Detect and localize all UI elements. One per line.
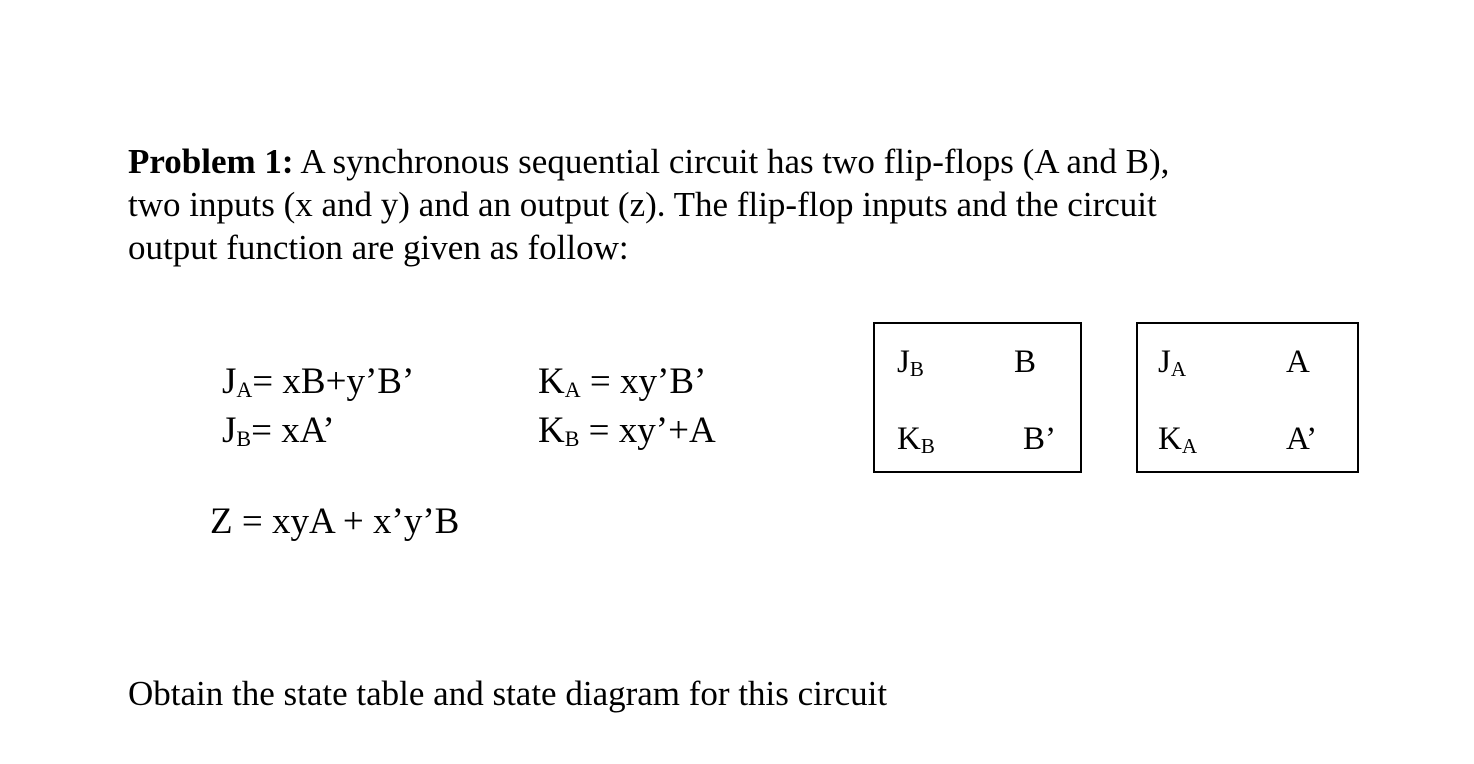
problem-line-1-text: A synchronous sequential circuit has two flip-flops (A and B),	[293, 142, 1170, 181]
equation-jb	[222, 411, 335, 451]
flipflop-b-q-not-output: B’	[1023, 421, 1056, 457]
flipflop-a-symbol	[1136, 322, 1359, 473]
equation-kb-expr: = xy’+A	[579, 410, 716, 451]
equation-ja-expr: = xB+y’B’	[252, 361, 415, 402]
equation-kb-sub: B	[564, 426, 580, 451]
problem-line-3: output function are given as follow:	[128, 228, 629, 267]
flipflop-b-symbol	[873, 322, 1082, 473]
flipflop-a-q-output: A	[1286, 344, 1310, 380]
flipflop-a-k-input: $K_A$	[1158, 421, 1198, 458]
equation-ja-var: J	[222, 361, 237, 402]
equation-jb-expr: = xA’	[251, 410, 335, 451]
equation-ja-sub: A	[236, 377, 253, 402]
flipflop-a-q-not-output: A’	[1286, 421, 1318, 457]
equation-kb	[538, 411, 716, 451]
flipflop-b-q-output: B	[1014, 344, 1037, 380]
problem-label: Problem 1:	[128, 142, 294, 181]
problem-line-2: two inputs (x and y) and an output (z). The flip-flop inputs and the circuit	[128, 185, 1157, 224]
equation-z: Z = xyA + x’y’B	[210, 501, 460, 542]
flipflop-b-j-input: $J_B$	[897, 344, 924, 381]
equation-jb-sub: B	[236, 426, 252, 451]
equation-ja	[222, 362, 414, 402]
problem-statement	[128, 140, 1348, 269]
equation-ka-expr: = xy’B’	[580, 361, 707, 402]
equation-jb-var: J	[222, 410, 237, 451]
task-instruction: Obtain the state table and state diagram for this circuit	[128, 674, 888, 713]
equation-ka-sub: A	[564, 377, 581, 402]
equation-kb-var: K	[538, 410, 565, 451]
equation-ka-var: K	[538, 361, 565, 402]
problem-line-1	[128, 140, 1348, 183]
flipflop-b-k-input: $K_B$	[897, 421, 935, 458]
flipflop-a-j-input: $J_A$	[1158, 344, 1187, 381]
equation-ka	[538, 362, 706, 402]
